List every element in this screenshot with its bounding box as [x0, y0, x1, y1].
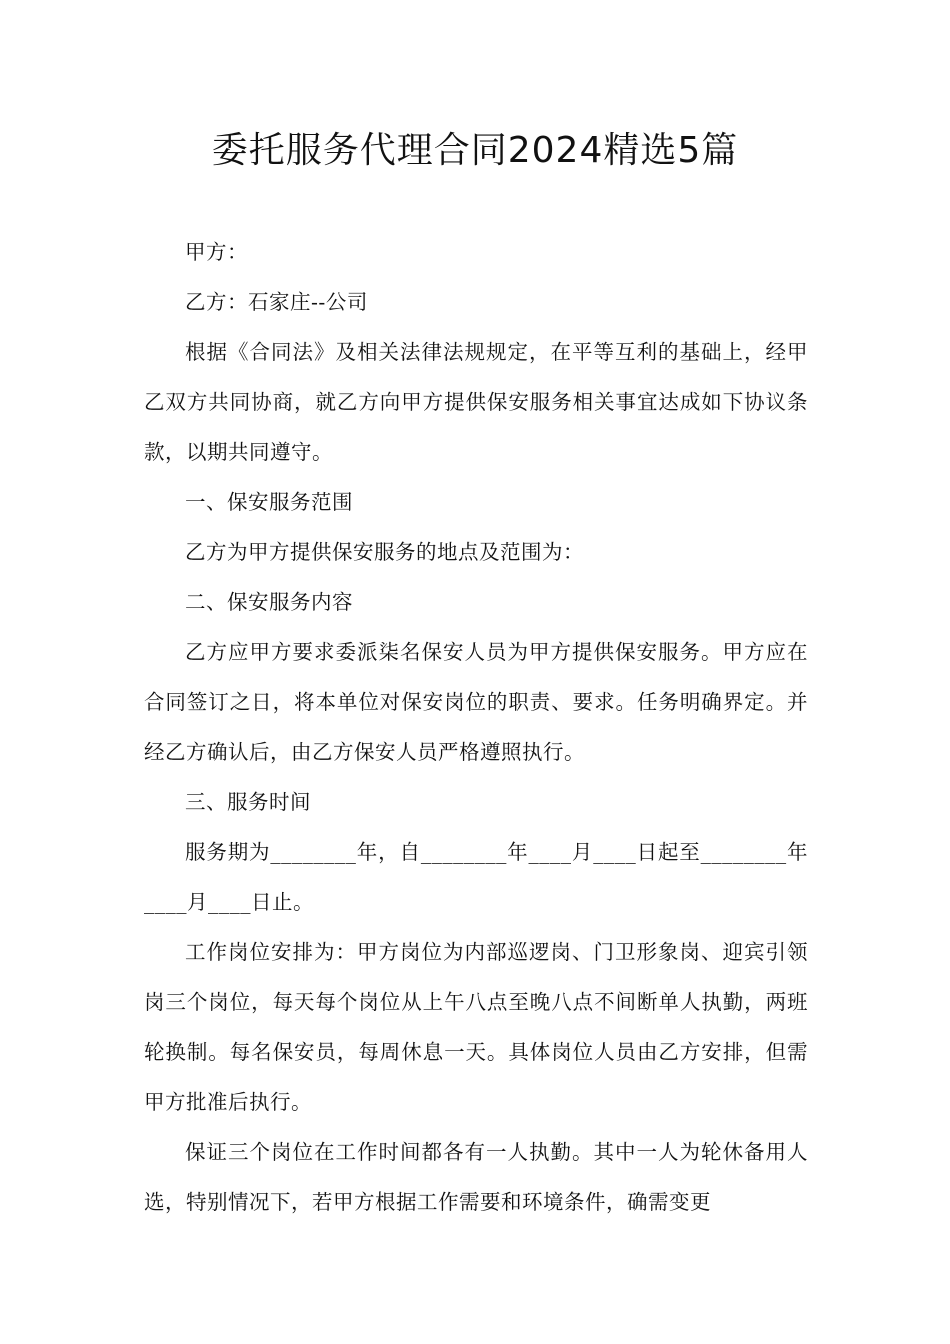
service-scope-paragraph: 乙方为甲方提供保安服务的地点及范围为： [185, 540, 584, 564]
service-period-paragraph: 服务期为________年，自________年____月____日起至________年____月____日止。 [144, 840, 808, 914]
service-content-paragraph: 乙方应甲方要求委派柒名保安人员为甲方提供保安服务。甲方应在合同签订之日，将本单位对保安岗位的职责、要求。任务明确界定。并经乙方确认后，由乙方保安人员严格遵照执行。 [144, 640, 808, 764]
post-arrangement-paragraph: 工作岗位安排为：甲方岗位为内部巡逻岗、门卫形象岗、迎宾引领岗三个岗位，每天每个岗位从上午八点至晚八点不间断单人执勤，两班轮换制。每名保安员，每周休息一天。具体岗位人员由乙方安排，但需甲方批准后执行。 [144, 940, 808, 1114]
duty-guarantee-paragraph: 保证三个岗位在工作时间都各有一人执勤。其中一人为轮休备用人选，特别情况下，若甲方根据工作需要和环境条件，确需变更 [144, 1140, 808, 1214]
document-body [144, 227, 808, 1227]
section-heading-2: 二、保安服务内容 [185, 590, 353, 614]
party-a-line: 甲方： [185, 240, 248, 264]
party-b-line: 乙方：石家庄--公司 [185, 290, 368, 314]
section-heading-3: 三、服务时间 [185, 790, 311, 814]
preamble-paragraph: 根据《合同法》及相关法律法规规定，在平等互利的基础上，经甲乙双方共同协商，就乙方向甲方提供保安服务相关事宜达成如下协议条款，以期共同遵守。 [144, 340, 808, 464]
document-title: 委托服务代理合同2024精选5篇 [211, 130, 739, 171]
section-heading-1: 一、保安服务范围 [185, 490, 353, 514]
